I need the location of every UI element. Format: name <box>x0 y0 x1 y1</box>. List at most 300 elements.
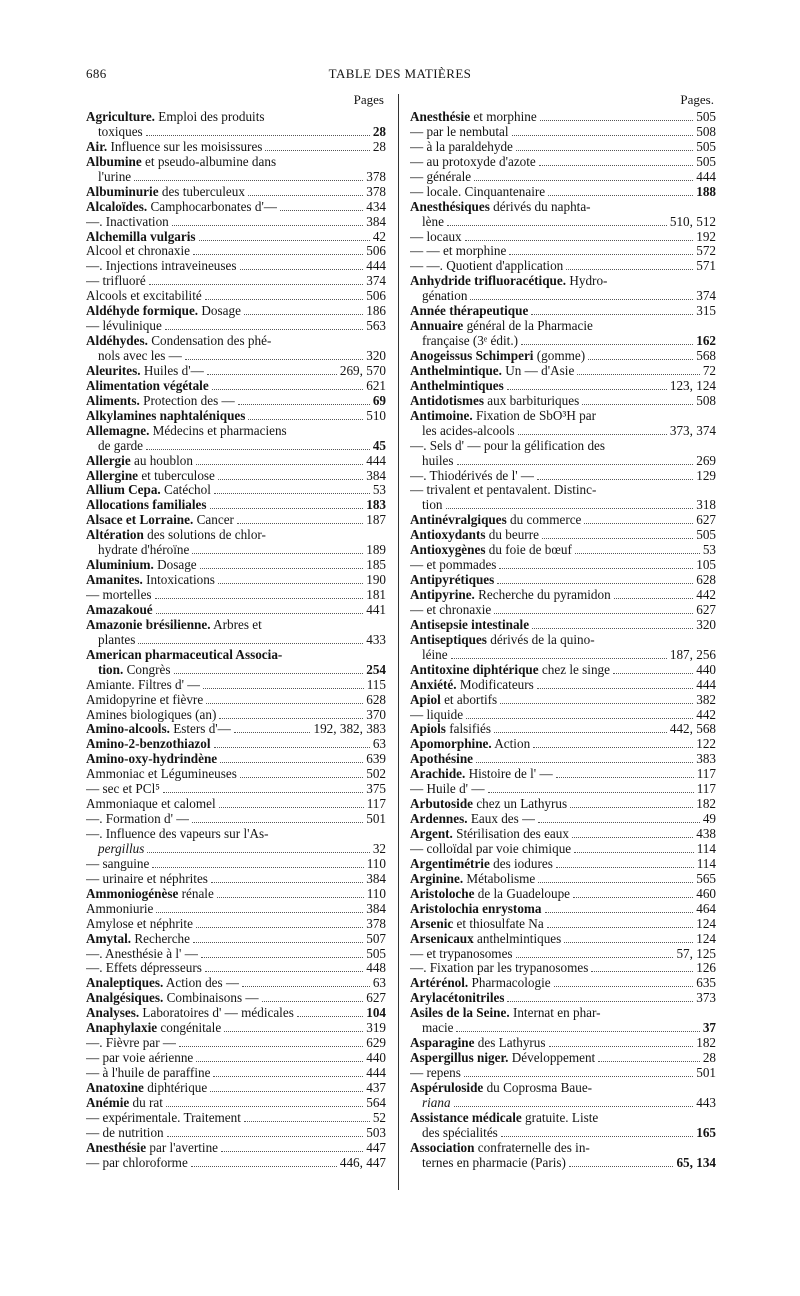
entry-headword: Albumine <box>86 154 142 169</box>
entry-description: Alcools et excitabilité <box>86 289 202 304</box>
entry-text <box>86 289 202 304</box>
entry-description: nols avec les — <box>98 349 182 363</box>
index-entry <box>86 244 386 259</box>
page-reference: 374 <box>366 274 386 289</box>
index-entries-right <box>410 110 716 1171</box>
index-entry <box>410 857 716 872</box>
page-reference: 568 <box>696 349 716 363</box>
page-reference: 510 <box>366 408 386 423</box>
dot-leader <box>521 344 693 345</box>
index-entry <box>86 947 386 962</box>
page-reference: 444 <box>366 1066 386 1080</box>
entry-text <box>86 439 143 454</box>
entry-headword: Arbutoside <box>410 797 474 812</box>
page-reference: 42 <box>372 229 386 244</box>
entry-text <box>86 110 265 125</box>
dot-leader <box>556 867 694 868</box>
entry-text <box>410 439 605 454</box>
entry-text <box>410 693 497 708</box>
entry-headword: Alimentation végétale <box>86 378 209 393</box>
entry-text <box>86 857 149 872</box>
entry-description: —. Influence des vapeurs sur l'As- <box>86 827 269 841</box>
index-entry <box>410 603 716 618</box>
entry-description: Alcool et chronaxie <box>86 244 190 259</box>
entry-text <box>86 155 276 170</box>
index-entry <box>410 1111 716 1126</box>
index-entry <box>86 618 386 633</box>
index-entry <box>86 1036 386 1051</box>
dot-leader <box>591 971 693 972</box>
running-head <box>0 66 800 88</box>
index-entry <box>86 558 386 573</box>
entry-text <box>410 976 551 991</box>
index-entry <box>410 349 716 364</box>
entry-headword: Asparagine <box>410 1036 475 1051</box>
page-reference: 45 <box>372 438 386 453</box>
entry-headword: Anesthésiques <box>410 199 490 214</box>
page-reference: 182 <box>696 797 716 812</box>
entry-headword: Antisepsie intestinale <box>410 617 530 632</box>
page-reference: 505 <box>696 154 716 169</box>
index-entry <box>86 1111 386 1126</box>
entry-text <box>86 842 144 857</box>
dot-leader <box>248 195 363 196</box>
entry-description: — générale <box>410 169 472 184</box>
entry-description: riana <box>422 1095 451 1110</box>
page-reference: 126 <box>696 961 716 976</box>
entry-description: Histoire de l' — <box>465 767 553 782</box>
entry-text <box>86 947 198 962</box>
entry-headword: Arsenic <box>410 916 454 931</box>
entry-text <box>86 752 217 767</box>
entry-headword: tion. <box>98 662 124 677</box>
index-entry <box>410 513 716 528</box>
entry-text <box>86 902 153 917</box>
entry-headword: American pharmaceutical Associa- <box>86 647 283 662</box>
index-entry <box>86 827 386 842</box>
index-entry <box>86 498 386 513</box>
page-reference: 124 <box>696 931 716 946</box>
dot-leader <box>152 867 363 868</box>
entry-text <box>86 1141 218 1156</box>
entry-description: rénale <box>178 886 214 901</box>
page-reference: 384 <box>366 214 386 229</box>
page-reference: 65, 134 <box>676 1155 716 1170</box>
index-entry <box>86 1006 386 1021</box>
dot-leader <box>499 568 693 569</box>
index-entry <box>86 857 386 872</box>
index-entry <box>410 932 716 947</box>
entry-text <box>86 782 160 797</box>
entry-headword: Allocations familiales <box>86 498 207 513</box>
index-entry <box>410 633 716 648</box>
dot-leader <box>573 897 693 898</box>
entry-text <box>410 827 569 842</box>
page-reference: 446, 447 <box>339 1155 386 1170</box>
page-reference: 442 <box>696 707 716 722</box>
entry-headword: Alcaloïdes. <box>86 199 148 214</box>
entry-headword: Artérénol. <box>410 976 469 991</box>
pages-column-label: Pages. <box>680 92 714 107</box>
dot-leader <box>582 404 693 405</box>
entry-text <box>410 1141 590 1156</box>
index-entry <box>86 812 386 827</box>
dot-leader <box>501 1136 693 1137</box>
entry-headword: Aristoloche <box>410 886 475 901</box>
dot-leader <box>217 897 364 898</box>
index-entry <box>86 932 386 947</box>
page-reference: 105 <box>696 558 716 573</box>
entry-text <box>410 1096 451 1111</box>
index-entry <box>86 304 386 319</box>
dot-leader <box>538 822 700 823</box>
page-reference: 505 <box>696 110 716 124</box>
entry-text <box>86 1081 207 1096</box>
entry-description: Médecins et pharmaciens <box>149 423 287 438</box>
entry-description: Pharmacologie <box>468 976 551 991</box>
entry-description: Dosage <box>153 558 197 573</box>
entry-description: — locale. Cinquantenaire <box>410 184 546 199</box>
entry-description: — mortelles <box>86 588 152 602</box>
index-entry <box>410 454 716 469</box>
page-reference: 621 <box>366 378 386 393</box>
entry-text <box>410 678 534 693</box>
entry-description: — colloïdal par voie chimique <box>410 841 572 856</box>
entry-headword: Antitoxine diphtérique <box>410 662 539 677</box>
page-reference: 464 <box>696 901 716 916</box>
entry-description: congénitale <box>157 1021 222 1036</box>
entry-text <box>410 857 553 872</box>
entry-text <box>86 469 215 484</box>
entry-description: génation <box>422 289 468 304</box>
page-reference: 563 <box>366 319 386 334</box>
entry-text <box>410 961 588 976</box>
entry-text <box>86 304 241 319</box>
page-title: TABLE DES MATIÈRES <box>328 66 472 81</box>
entry-description: gratuite. Liste <box>521 1110 599 1125</box>
page-reference: 502 <box>366 767 386 782</box>
index-entry <box>410 573 716 588</box>
dot-leader <box>537 479 693 480</box>
dot-leader <box>147 852 369 853</box>
entry-text <box>410 319 593 334</box>
page-reference: 564 <box>366 1095 386 1110</box>
dot-leader <box>548 195 693 196</box>
entry-description: — et pommades <box>410 558 497 573</box>
entry-description: — — et morphine <box>410 244 507 259</box>
entry-description: —. Inactivation <box>86 214 169 229</box>
index-entry <box>410 274 716 289</box>
page-reference: 114 <box>696 841 716 856</box>
index-entry <box>410 319 716 334</box>
dot-leader <box>451 658 667 659</box>
index-entry <box>410 439 716 454</box>
entry-description: — repens <box>410 1066 461 1080</box>
entry-headword: Antimoine. <box>410 408 473 423</box>
entry-description: chez un Lathyrus <box>473 797 568 812</box>
entry-text <box>86 767 237 782</box>
entry-headword: Anthelmintique. <box>410 363 502 378</box>
entry-description: des iodures <box>489 856 553 871</box>
index-entry <box>410 648 716 663</box>
index-entry <box>86 767 386 782</box>
index-entry <box>86 752 386 767</box>
entry-description: — sanguine <box>86 856 150 871</box>
entry-headword: Argentimétrie <box>410 856 490 871</box>
dot-leader <box>588 359 693 360</box>
page-reference: 378 <box>366 184 386 199</box>
page-reference: 185 <box>366 558 386 573</box>
index-entry <box>86 110 386 125</box>
page-reference: 53 <box>702 543 716 558</box>
page-reference: 319 <box>366 1021 386 1036</box>
entry-headword: Amino-2-benzothiazol <box>86 737 211 752</box>
page-reference: 28 <box>372 124 386 139</box>
page-reference: 501 <box>696 1066 716 1080</box>
index-entry <box>86 991 386 1006</box>
dot-leader <box>138 643 363 644</box>
entry-text <box>410 334 518 349</box>
entry-text <box>410 230 462 245</box>
dot-leader <box>464 1076 693 1077</box>
entry-text <box>410 618 529 633</box>
page-reference: 448 <box>366 961 386 976</box>
entry-text <box>410 1066 461 1081</box>
entry-description: — et trypanosomes <box>410 946 513 961</box>
entry-text <box>410 663 610 678</box>
entry-headword: Asiles de la Seine. <box>410 1006 510 1021</box>
entry-text <box>410 887 570 902</box>
dot-leader <box>220 762 363 763</box>
entry-headword: Anogeissus Schimperi <box>410 349 534 363</box>
entry-headword: Allergine <box>86 468 139 483</box>
entry-text <box>410 722 491 737</box>
entry-text <box>86 693 203 708</box>
entry-headword: Association <box>410 1140 475 1155</box>
entry-text <box>86 215 169 230</box>
index-entry <box>410 812 716 827</box>
dot-leader <box>549 1046 694 1047</box>
entry-text <box>86 1036 176 1051</box>
index-entry <box>410 334 716 349</box>
page-reference: 627 <box>696 602 716 617</box>
page-reference: 378 <box>366 169 386 184</box>
index-entry <box>410 917 716 932</box>
entry-text <box>410 215 444 230</box>
entry-description: huiles <box>422 453 454 468</box>
entry-description: chez le singe <box>538 662 610 677</box>
index-entry <box>410 259 716 274</box>
index-entry <box>86 842 386 857</box>
dot-leader <box>531 314 693 315</box>
entry-text <box>410 932 561 947</box>
entry-description: Laboratoires d' — médicales <box>139 1006 294 1021</box>
index-entry <box>410 663 716 678</box>
page-reference: 501 <box>366 812 386 827</box>
page-reference: 192, 382, 383 <box>313 722 386 737</box>
dot-leader <box>196 464 363 465</box>
dot-leader <box>516 150 693 151</box>
dot-leader <box>174 673 364 674</box>
index-entry <box>410 558 716 573</box>
entry-description: — urinaire et néphrites <box>86 871 208 886</box>
page-reference: 440 <box>696 662 716 677</box>
index-entry <box>86 782 386 797</box>
page-reference: 627 <box>696 513 716 528</box>
entry-text <box>410 812 535 827</box>
entry-text <box>86 872 208 887</box>
entry-headword: Antidotismes <box>410 393 484 408</box>
dot-leader <box>167 1136 364 1137</box>
page-reference: 627 <box>366 991 386 1006</box>
entry-headword: Anxiété. <box>410 677 457 692</box>
index-entry <box>410 1081 716 1096</box>
entry-headword: Amino-oxy-hydrindène <box>86 752 218 767</box>
index-entry <box>86 200 386 215</box>
dot-leader <box>244 1121 370 1122</box>
dot-leader <box>234 732 311 733</box>
entry-description: macie <box>422 1021 454 1036</box>
index-entry <box>86 140 386 155</box>
entry-description: du Coprosma Baue- <box>483 1080 593 1095</box>
entry-text <box>86 364 204 379</box>
entry-headword: Arylacétonitriles <box>410 991 505 1006</box>
entry-description: du beurre <box>485 528 539 543</box>
page-reference: 165 <box>696 1125 716 1140</box>
entry-description: —. Anesthésie à l' — <box>86 946 198 961</box>
entry-headword: Antinévralgiques <box>410 513 507 528</box>
index-entry <box>410 991 716 1006</box>
entry-text <box>410 304 528 319</box>
entry-description: — par chloroforme <box>86 1155 188 1170</box>
dot-leader <box>237 523 363 524</box>
entry-headword: Année thérapeutique <box>410 304 529 319</box>
page-reference: 433 <box>366 632 386 647</box>
entry-text <box>410 543 572 558</box>
entry-description: — locaux <box>410 229 462 244</box>
dot-leader <box>214 493 370 494</box>
dot-leader <box>193 254 363 255</box>
entry-description: — et chronaxie <box>410 602 492 617</box>
entry-text <box>86 259 237 274</box>
index-entry <box>410 1141 716 1156</box>
entry-headword: Agriculture. <box>86 110 155 124</box>
entry-text <box>86 200 277 215</box>
dot-leader <box>564 942 693 943</box>
entry-headword: Anhydride trifluoracétique. <box>410 274 567 289</box>
entry-text <box>86 573 215 588</box>
index-entry <box>86 961 386 976</box>
entry-description: Dosage <box>198 304 241 319</box>
dot-leader <box>210 1091 363 1092</box>
index-column-right <box>410 90 716 1171</box>
index-entry <box>86 1156 386 1171</box>
entry-description: de la Guadeloupe <box>474 886 571 901</box>
dot-leader <box>598 1061 700 1062</box>
page-reference: 117 <box>696 782 716 797</box>
page-reference: 318 <box>696 498 716 513</box>
index-entry <box>86 439 386 454</box>
entry-text <box>86 976 239 991</box>
entry-text <box>86 394 235 409</box>
dot-leader <box>614 598 694 599</box>
page-reference: 183 <box>366 498 386 513</box>
entry-description: Protection des — <box>139 393 235 408</box>
dot-leader <box>238 404 370 405</box>
index-entry <box>410 155 716 170</box>
page-reference: 384 <box>366 871 386 886</box>
entry-text <box>86 1111 241 1126</box>
dot-leader <box>201 957 363 958</box>
index-entry <box>410 1021 716 1036</box>
dot-leader <box>465 240 694 241</box>
page-reference: 378 <box>366 916 386 931</box>
page-reference: 434 <box>366 199 386 214</box>
dot-leader <box>149 284 364 285</box>
entry-description: diphtérique <box>143 1080 208 1095</box>
entry-text <box>86 1096 163 1111</box>
entry-description: — de nutrition <box>86 1125 164 1140</box>
entry-headword: Arsenicaux <box>410 931 474 946</box>
entry-description: Emploi des produits <box>154 110 265 124</box>
entry-text <box>86 513 234 528</box>
entry-description: anthelmintiques <box>473 931 562 946</box>
page-reference: 505 <box>696 139 716 154</box>
entry-description: des spécialités <box>422 1125 498 1140</box>
dot-leader <box>488 792 694 793</box>
entry-text <box>86 618 262 633</box>
index-entry <box>410 409 716 424</box>
dot-leader <box>165 329 363 330</box>
dot-leader <box>476 762 693 763</box>
index-entry <box>86 887 386 902</box>
entry-description: —. Fièvre par — <box>86 1036 177 1051</box>
entry-text <box>410 872 535 887</box>
entry-headword: Aldéhydes. <box>86 334 148 349</box>
dot-leader <box>540 120 693 121</box>
dot-leader <box>219 807 364 808</box>
entry-headword: Albuminurie <box>86 184 159 199</box>
entry-text <box>410 513 581 528</box>
entry-description: — par voie aérienne <box>86 1051 194 1066</box>
entry-description: des tuberculeux <box>158 184 245 199</box>
page-reference: 437 <box>366 1080 386 1095</box>
index-entry <box>410 737 716 752</box>
dot-leader <box>575 553 700 554</box>
index-entry <box>86 902 386 917</box>
index-entry <box>86 513 386 528</box>
page-reference: 122 <box>696 737 716 752</box>
entry-text <box>86 737 211 752</box>
entry-description: général de la Pharmacie <box>463 319 593 334</box>
dot-leader <box>500 703 693 704</box>
entry-description: Ammoniac et Légumineuses <box>86 767 237 782</box>
index-entry <box>410 1051 716 1066</box>
entry-text <box>86 498 207 513</box>
dot-leader <box>146 135 370 136</box>
entry-headword: Arginine. <box>410 871 464 886</box>
page-number: 686 <box>86 66 107 81</box>
dot-leader <box>265 150 369 151</box>
dot-leader <box>172 225 363 226</box>
entry-text <box>410 603 491 618</box>
dot-leader <box>577 374 700 375</box>
index-entry <box>86 215 386 230</box>
page-reference: 384 <box>366 468 386 483</box>
entry-headword: Anatoxine <box>86 1080 144 1095</box>
entry-text <box>86 932 190 947</box>
entry-description: Métabolisme <box>463 871 536 886</box>
